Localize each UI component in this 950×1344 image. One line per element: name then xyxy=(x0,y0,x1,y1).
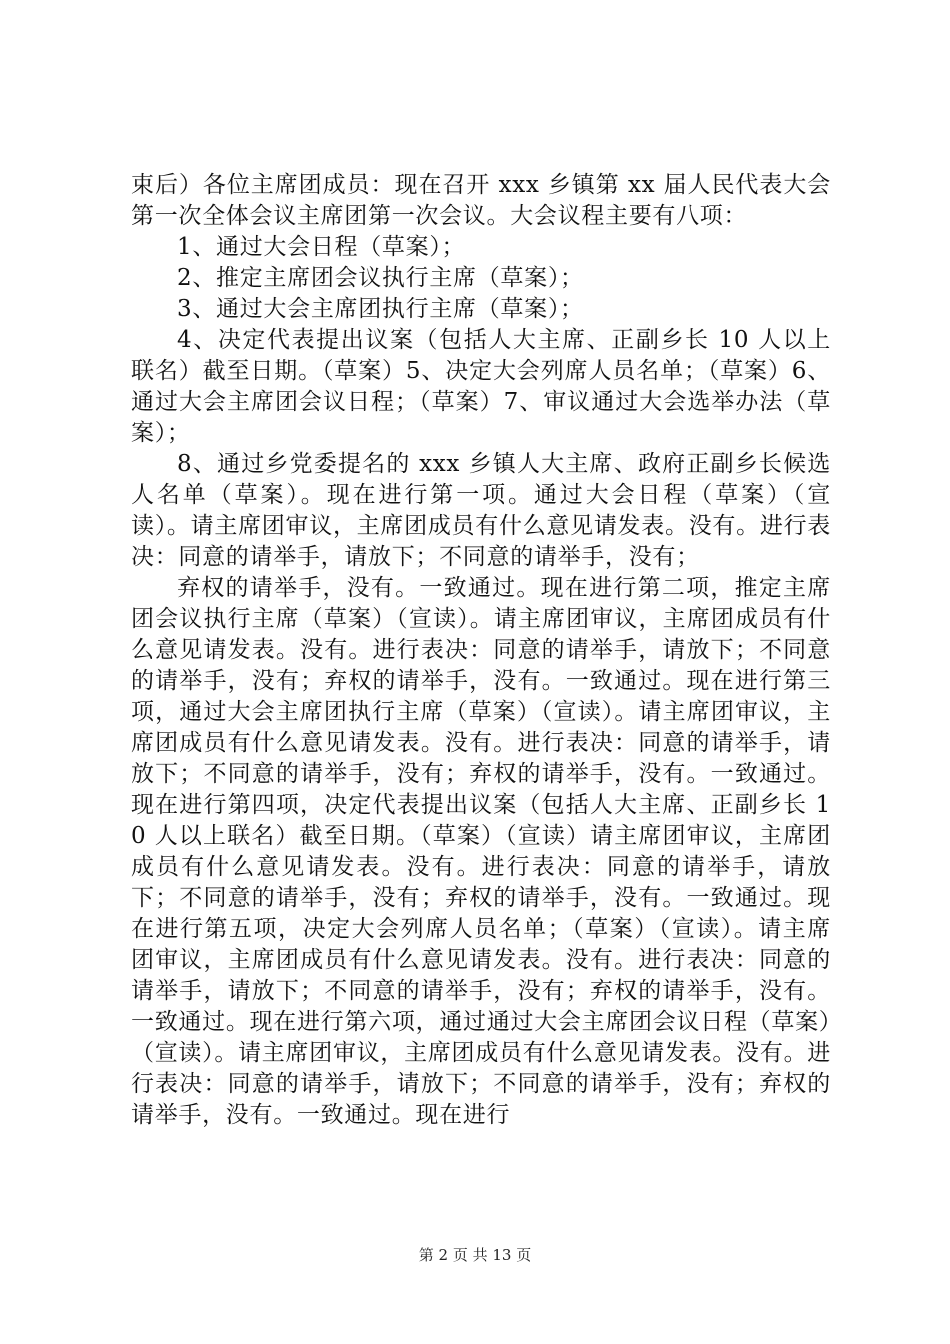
page-footer: 第 2 页 共 13 页 xyxy=(418,1246,532,1264)
paragraph-intro: 束后）各位主席团成员：现在召开 xxx 乡镇第 xx 届人民代表大会第一次全体会议主席团第一次会议。大会议程主要有八项： xyxy=(131,172,831,229)
agenda-item-8: 8、通过乡党委提名的 xxx 乡镇人大主席、政府正副乡长候选人名单（草案）。现在进行第一项。通过大会日程（草案）（宣读）。请主席团审议，主席团成员有什么意见请发表。没有。进行表决：同意的请举手，请放下；不同意的请举手，没有； xyxy=(131,451,831,570)
agenda-item-2: 2、推定主席团会议执行主席（草案）； xyxy=(177,265,584,291)
paragraph-proceedings: 弃权的请举手，没有。一致通过。现在进行第二项，推定主席团会议执行主席（草案）（宣读）。请主席团审议，主席团成员有什么意见请发表。没有。进行表决：同意的请举手，请放下；不同意的请举手，没有；弃权的请举手，没有。一致通过。现在进行第三项，通过大会主席团执行主席（草案）（宣读）。请主席团审议，主席团成员有什么意见请发表。没有。进行表决：同意的请举手，请放下；不同意的请举手，没有；弃权的请举手，没有。一致通过。现在进行第四项，决定代表提出议案（包括人大主席、正副乡长 10 人以上联名）截至日期。（草案）（宣读）请主席团审议，主席团成员有什么意见请发表。没有。进行表决：同意的请举手，请放下；不同意的请举手，没有；弃权的请举手，没有。一致通过。现在进行第五项，决定大会列席人员名单；（草案）（宣读）。请主席团审议，主席团成员有什么意见请发表。没有。进行表决：同意的请举手，请放下；不同意的请举手，没有；弃权的请举手，没有。一致通过。现在进行第六项，通过通过大会主席团会议日程（草案）（宣读）。请主席团审议，主席团成员有什么意见请发表。没有。进行表决：同意的请举手，请放下；不同意的请举手，没有；弃权的请举手，没有。一致通过。现在进行 xyxy=(131,575,831,1128)
agenda-item-1: 1、通过大会日程（草案）； xyxy=(177,234,466,260)
agenda-item-4-to-7: 4、决定代表提出议案（包括人大主席、正副乡长 10 人以上联名）截至日期。（草案）5、决定大会列席人员名单；（草案）6、通过大会主席团会议日程；（草案）7、审议通过大会选举办法（草案）； xyxy=(131,327,831,446)
document-body xyxy=(131,170,831,1131)
agenda-item-3: 3、通过大会主席团执行主席（草案）； xyxy=(177,296,584,322)
